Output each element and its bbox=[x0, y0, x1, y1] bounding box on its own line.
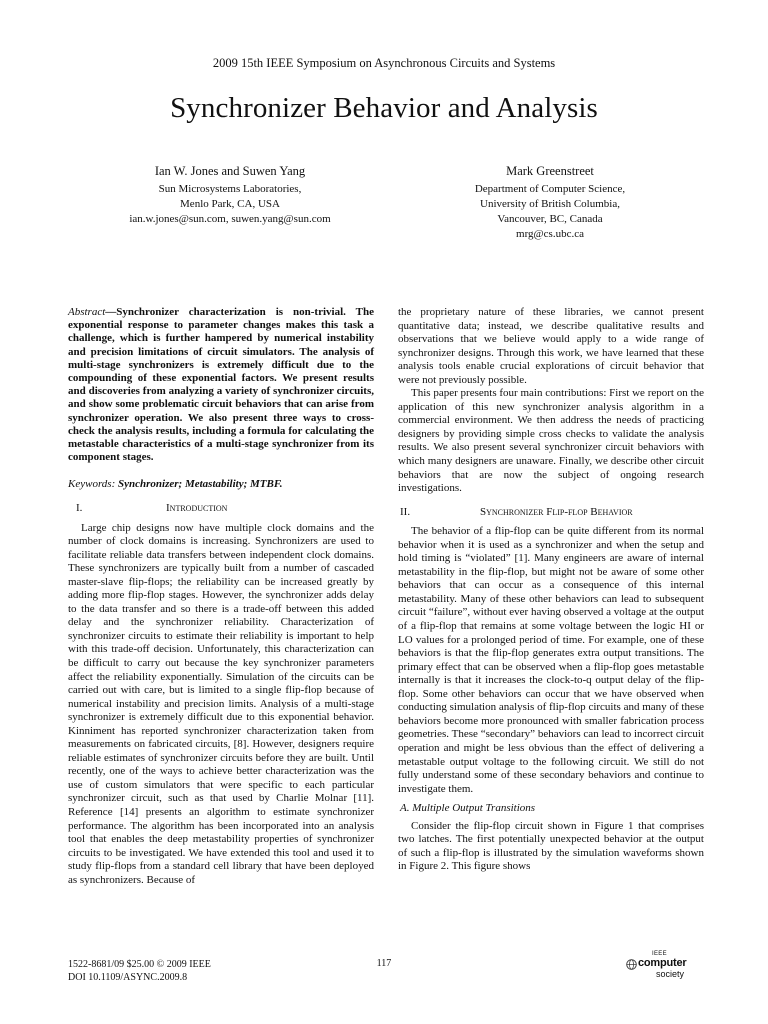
author-names: Mark Greenstreet bbox=[506, 164, 594, 178]
body-paragraph: the proprietary nature of these libraries, we cannot present quantitative data; instead, we describe qualitative results and observations that we believe would apply to a wide range of synchronizer designs. Through this work, we have learned that these analysis tools enable crucial explorations of circuit behavior that were not previously possible. bbox=[398, 306, 704, 386]
body-paragraph: The behavior of a flip-flop can be quite different from its normal behavior when it is used as a synchronizer and when the setup and hold timing is “violated” [1]. Many engineers are aware of internal metastability in the flip-flop, but might not be aware of some other behaviors that can occur as a consequence of this internal metastability. Many of these other behaviors can lead to subsequent circuit “failure”, without ever having observed a voltage at the output of a flip-flop that remains at some voltage between the logic HI or LO values for a prolonged period of time. For example, one of these behaviors is that the flip-flop generates extra output transitions. The primary effect that can be observed when a flip-flop goes metastable internally is that it increases the clock-to-q output delay of the flip-flop. Some other behaviors can occur that we have observed when conducting simulation analysis of flip-flop circuits and many of these behaviors become more pronounced with smaller fabrication process geometries. These “secondary” behaviors can lead to incorrect circuit operation and might be less obvious than the effect of delivering a metastable output voltage to the following circuit. We still do not fully understand some of these secondary behaviors and continue to investigate them. bbox=[398, 525, 704, 795]
author-block-right bbox=[420, 163, 680, 242]
logo-computer-text: computer bbox=[638, 957, 687, 969]
keywords bbox=[68, 478, 374, 492]
author-names: Ian W. Jones and Suwen Yang bbox=[154, 164, 306, 178]
computer-society-logo bbox=[626, 951, 706, 981]
footer-doi: DOI 10.1109/ASYNC.2009.8 bbox=[68, 972, 188, 983]
keywords-text: Synchronizer; Metastability; MTBF. bbox=[118, 478, 283, 491]
author-location: Menlo Park, CA, USA bbox=[180, 198, 280, 210]
page-number: 117 bbox=[376, 958, 392, 969]
left-column bbox=[68, 306, 374, 887]
section-number: II. bbox=[400, 505, 411, 518]
keywords-lead: Keywords: bbox=[68, 478, 119, 491]
section-heading-introduction bbox=[68, 502, 374, 516]
right-column bbox=[398, 306, 704, 874]
author-affiliation: Sun Microsystems Laboratories, bbox=[158, 183, 302, 195]
section-number: I. bbox=[76, 501, 83, 514]
section-heading-flipflop-behavior bbox=[398, 506, 704, 520]
author-email: mrg@cs.ubc.ca bbox=[516, 228, 584, 240]
subsection-heading: A. Multiple Output Transitions bbox=[400, 802, 536, 815]
author-email: ian.w.jones@sun.com, suwen.yang@sun.com bbox=[129, 213, 331, 225]
globe-icon bbox=[626, 959, 637, 970]
abstract-text: —Synchronizer characterization is non-trivial. The exponential response to parameter changes makes this task a challenge, which is further hampered by numerical instability and precision limitations of circuit simulators. The analysis of multi-stage synchronizers is extremely difficult due to the compounding of these exponential factors. We present results and discoveries from analyzing a variety of synchronizer circuits, and show some problematic circuit behaviors that can arise from synchronizer operation. We also present three ways to cross-check the analysis results, including a formula for calculating the metastable characteristics of a multi-stage synchronizer from its component stages. bbox=[68, 306, 374, 464]
intro-paragraph: Large chip designs now have multiple clock domains and the number of clock domains is increasing. Synchronizers are used to facilitate reliable data transfers between independent clock domains. These synchronizers are typically built from a number of cascaded master-slave flip-flops; the reliability can be increased greatly by adding more flip-flop stages. However, the synchronizer adds delay to the data transfer and so there is a trade-off between this added delay and the synchronizer reliability. Characterization of synchronizer circuits to estimate their reliability is important to help with this trade-off decision. Unfortunately, this characterization can be difficult to carry out because the key synchronizer parameters affect the reliability exponentially. Simulation of the circuits can be carried out with care, but is limited to a single flip-flop because of numerical instability and precision limits. Analysis of a multi-stage synchronizer is extremely difficult due to this exponential behavior. Kinniment has reported synchronizer characterization taken from measurements on fabricated circuits, [8]. However, designers require reliable estimates of synchronizer circuits before they are built. Until recently, one of the ways to achieve better characterization was the use of custom simulators that were specific to each particular synchronizer circuit, such as that used by Charlie Molnar [11]. Reference [14] presents an algorithm to estimate synchronizer performance. The algorithm has been incorporated into an analysis tool that enables the deep metastability properties of synchronizer circuits to be investigated. We have extended this tool and used it to study flip-flops from a standard cell library that have been deployed as synchronizers. Because of bbox=[68, 521, 374, 886]
abstract bbox=[68, 306, 374, 464]
author-location: Vancouver, BC, Canada bbox=[497, 213, 603, 225]
conference-header: 2009 15th IEEE Symposium on Asynchronous Circuits and Systems bbox=[212, 56, 556, 70]
author-department: Department of Computer Science, bbox=[474, 183, 626, 195]
footer-left bbox=[68, 958, 211, 984]
logo-society-text: society bbox=[656, 969, 685, 979]
body-paragraph: Consider the flip-flop circuit shown in Figure 1 that comprises two latches. The first potentially unexpected behavior at the output of such a flip-flop is illustrated by the simulation waveforms shown in Figure 2. This figure shows bbox=[398, 819, 704, 873]
abstract-lead: Abstract bbox=[68, 306, 106, 318]
paper-title: Synchronizer Behavior and Analysis bbox=[170, 92, 598, 124]
logo-ieee-text: IEEE bbox=[652, 951, 667, 957]
section-title: Synchronizer Flip-flop Behavior bbox=[480, 505, 633, 518]
author-university: University of British Columbia, bbox=[480, 198, 620, 210]
footer-issn: 1522-8681/09 $25.00 © 2009 IEEE bbox=[68, 959, 211, 970]
author-block-left bbox=[90, 163, 370, 227]
body-paragraph: This paper presents four main contributions: First we report on the application of this new synchronizer analysis algorithm in a commercial environment. We then address the needs of practicing designers by providing simple cross checks to validate the analysis results. We also present several synchronizer circuit behaviors with which many designers are unaware. Finally, we describe other circuit behaviors that are now the subject of ongoing research investigations. bbox=[398, 387, 704, 495]
section-title: Introduction bbox=[166, 501, 228, 514]
